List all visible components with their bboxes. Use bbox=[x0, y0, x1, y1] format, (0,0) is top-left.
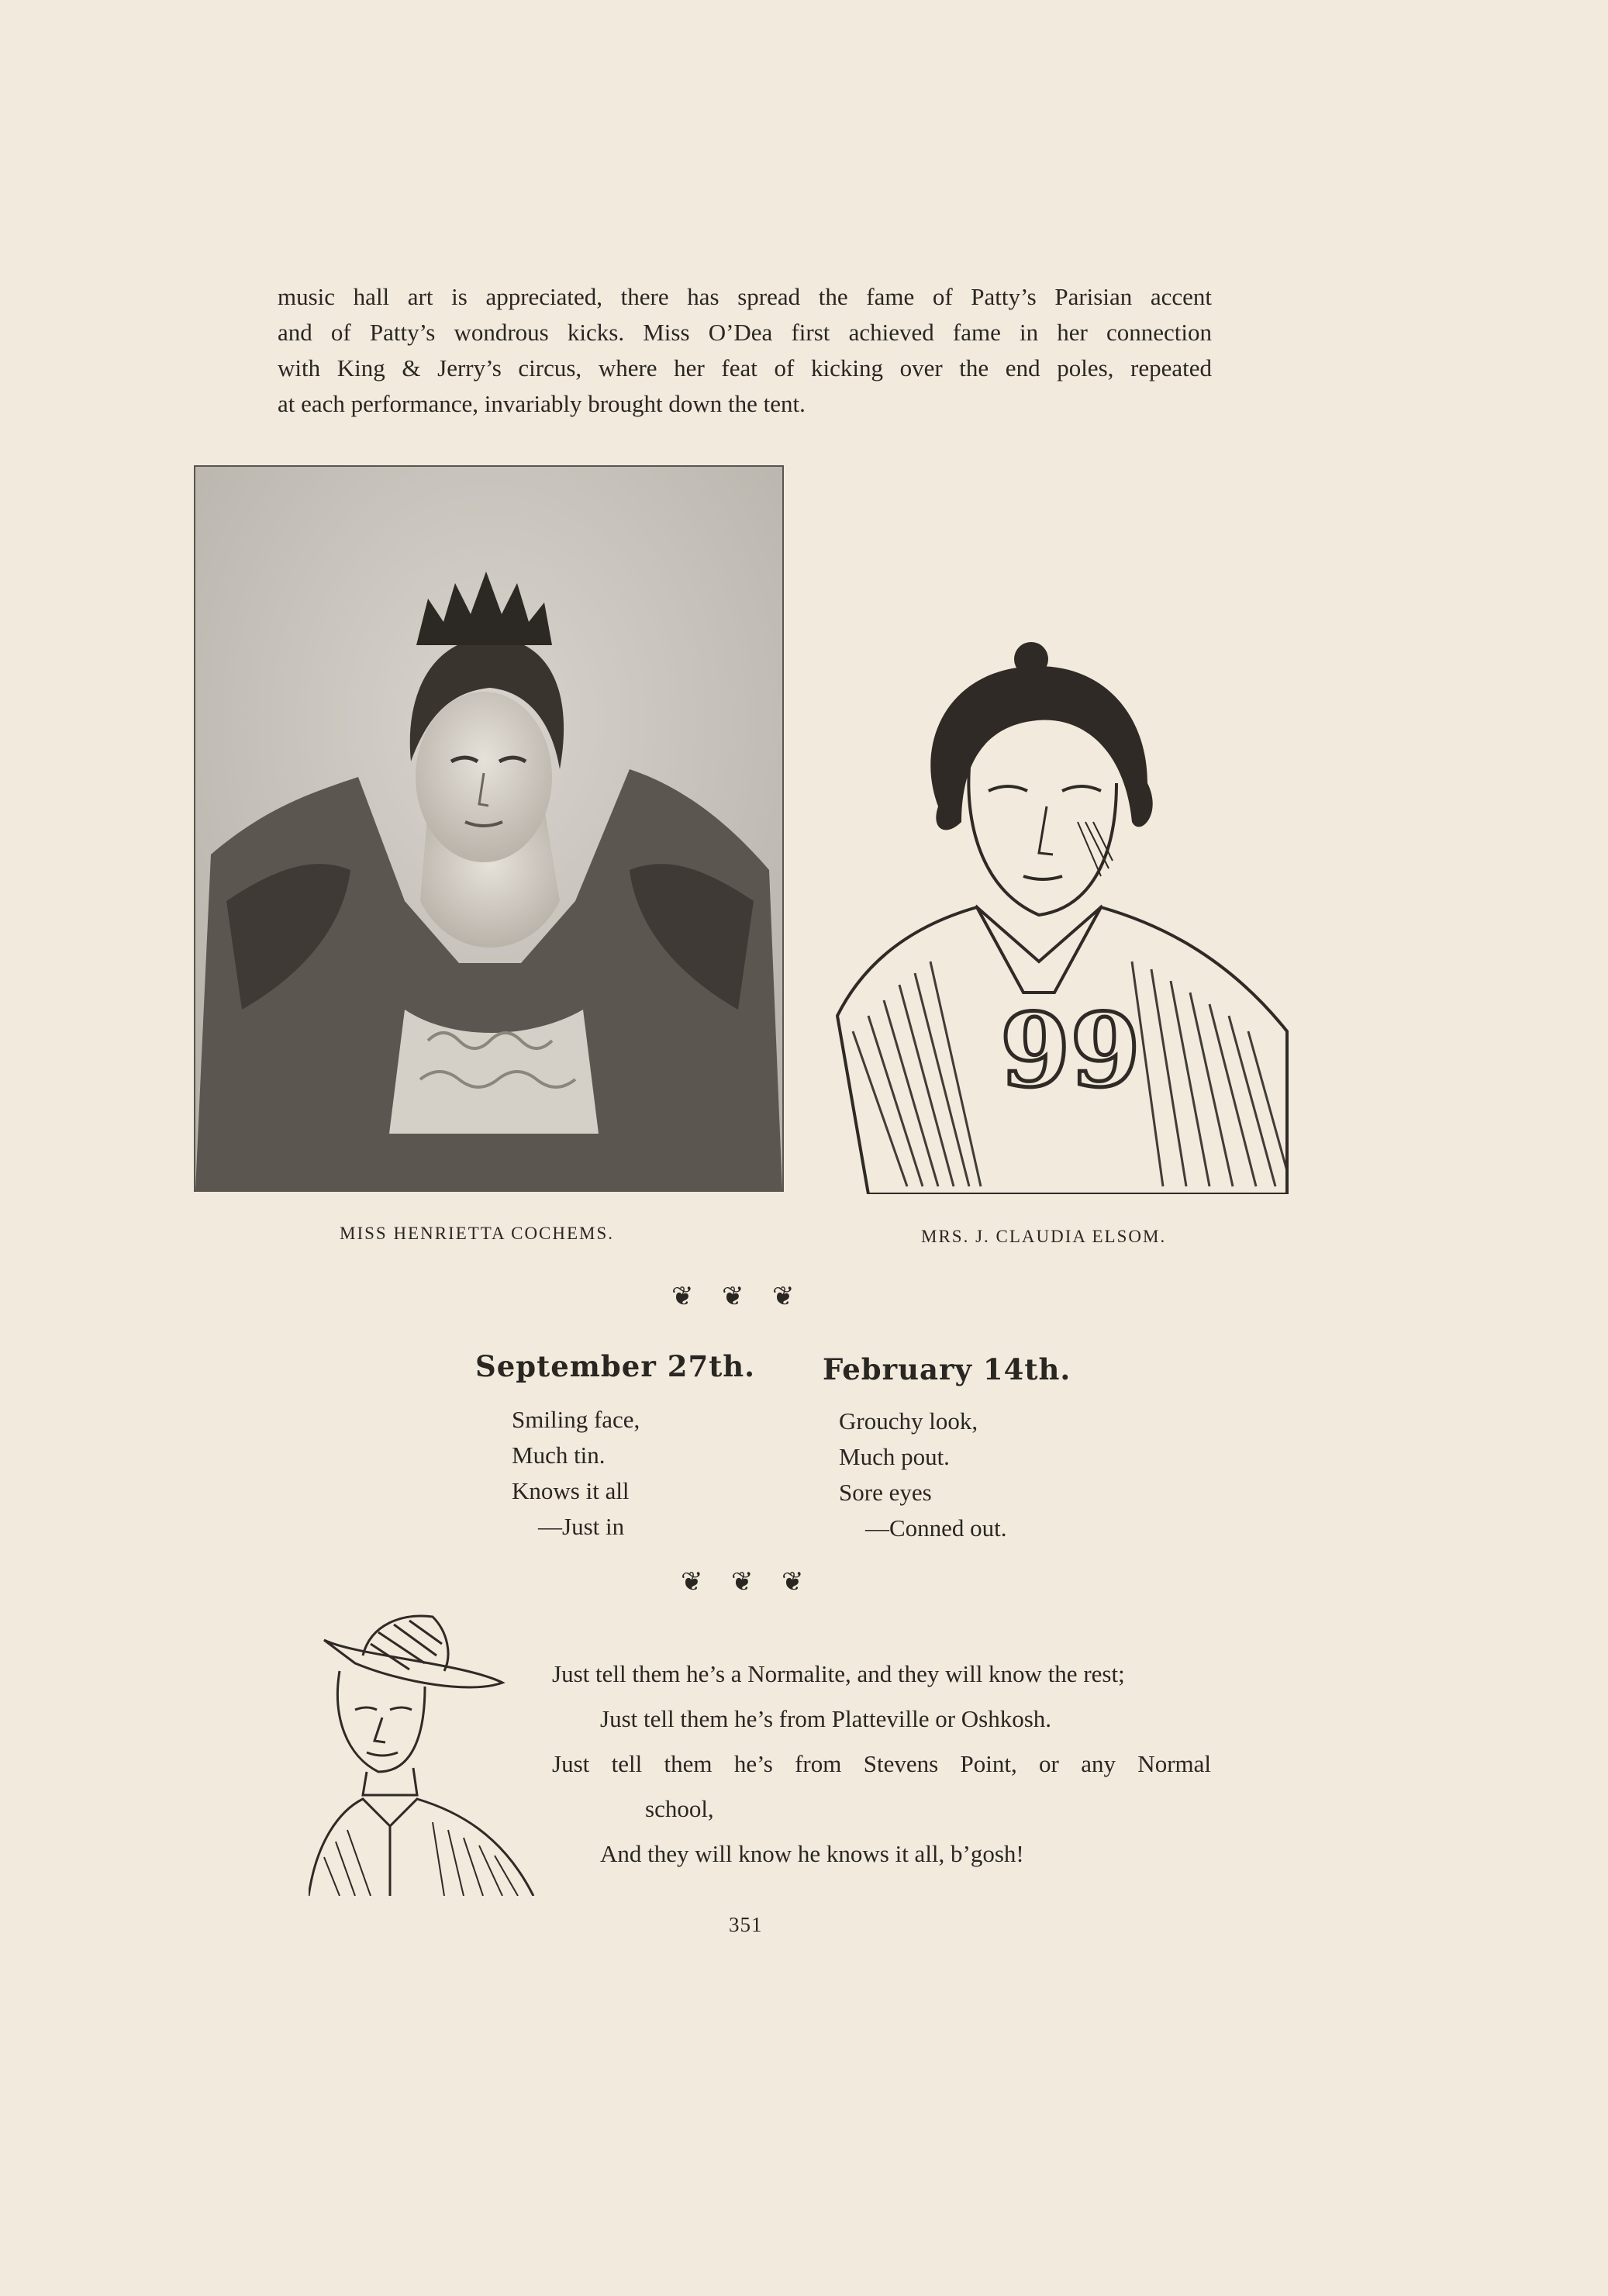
jersey-number: 99 bbox=[1000, 991, 1140, 1110]
poem-line: Smiling face, bbox=[512, 1406, 640, 1433]
poem-line: —Conned out. bbox=[865, 1514, 1007, 1542]
poem-line: Grouchy look, bbox=[839, 1407, 978, 1435]
poem-line: Much pout. bbox=[839, 1443, 950, 1470]
poem-title-left: September 27th. bbox=[475, 1349, 756, 1383]
poem-line: Sore eyes bbox=[839, 1479, 932, 1506]
portrait-photo bbox=[194, 465, 784, 1192]
poem-left bbox=[512, 1402, 640, 1545]
poem-line: Much tin. bbox=[512, 1441, 606, 1469]
page-number: 351 bbox=[729, 1913, 763, 1936]
man-in-hat-sketch bbox=[309, 1609, 541, 1896]
verse-line: Just tell them he’s a Normalite, and they will know the rest; bbox=[552, 1660, 1125, 1687]
verse bbox=[552, 1652, 1211, 1877]
ornament-divider: ❦ ❦ ❦ bbox=[681, 1568, 815, 1597]
intro-line: and of Patty’s wondrous kicks. Miss O’Dea first achieved fame in her connection bbox=[278, 319, 1212, 346]
intro-line: at each performance, invariably brought down the tent. bbox=[278, 390, 806, 417]
intro-line: music hall art is appreciated, there has spread the fame of Patty’s Parisian accent bbox=[278, 283, 1212, 310]
verse-line: Just tell them he’s from Platteville or Oshkosh. bbox=[600, 1705, 1052, 1732]
verse-line: And they will know he knows it all, b’gosh! bbox=[600, 1840, 1024, 1867]
verse-line: Just tell them he’s from Stevens Point, or any Normal bbox=[552, 1750, 1211, 1777]
poem-line: Knows it all bbox=[512, 1477, 630, 1504]
poem-line: —Just in bbox=[538, 1513, 625, 1540]
ornament-divider: ❦ ❦ ❦ bbox=[671, 1283, 806, 1311]
poem-title-right: February 14th. bbox=[823, 1352, 1071, 1386]
photo-caption-left: MISS HENRIETTA COCHEMS. bbox=[340, 1224, 615, 1243]
verse-line: school, bbox=[645, 1795, 714, 1822]
intro-paragraph bbox=[278, 279, 1212, 422]
photo-caption-right: MRS. J. CLAUDIA ELSOM. bbox=[921, 1227, 1167, 1246]
portrait-sketch bbox=[822, 628, 1299, 1194]
poem-right bbox=[839, 1403, 1007, 1546]
intro-line: with King & Jerry’s circus, where her feat of kicking over the end poles, repeated bbox=[278, 354, 1212, 382]
